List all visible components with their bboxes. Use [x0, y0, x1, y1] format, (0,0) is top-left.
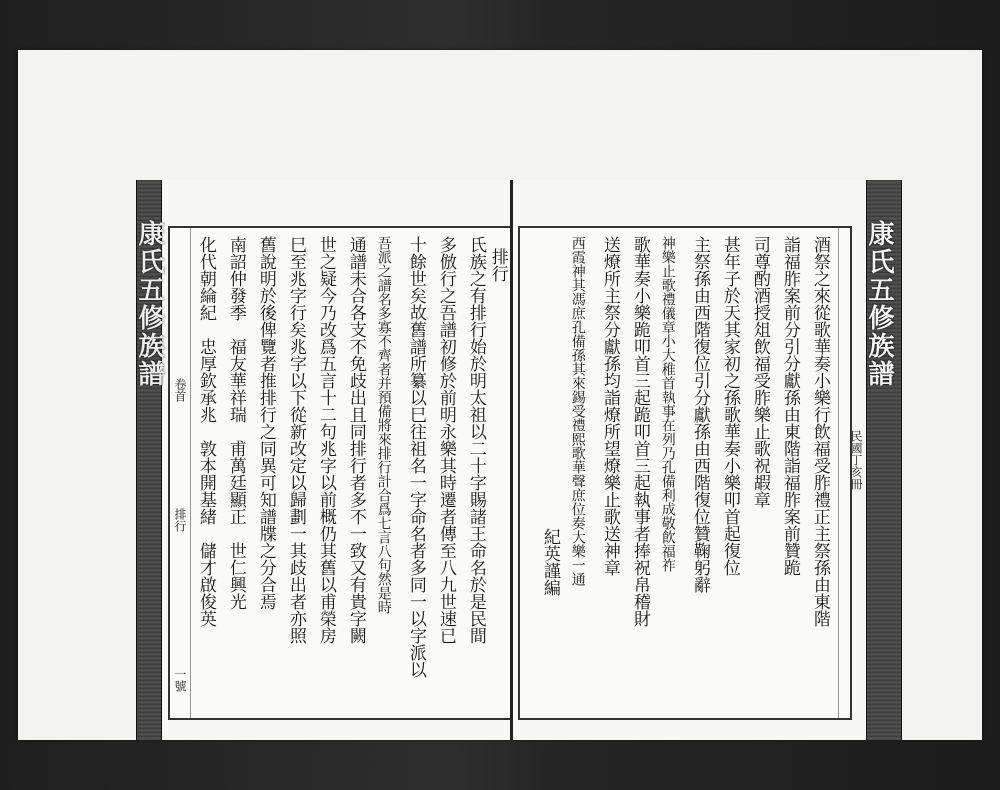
text-column-4: 吾派之譜名多寡不齊者并預備將來排行計合爲七言八句然是時: [375, 236, 392, 614]
book-gutter: [510, 180, 513, 740]
section-heading: 排行: [487, 248, 508, 282]
edition-note: 民國丁亥冊: [849, 430, 863, 490]
left-block-title: 康氏五修族譜: [134, 220, 164, 388]
text-column-2: 多倣行之吾譜初修於前明永樂其時遷者傳至八九世速已: [435, 236, 456, 644]
text-column-6: 世之疑今乃改爲五言十二句兆字以前概仍其舊以甫榮房: [315, 236, 336, 644]
left-page: [168, 226, 512, 720]
ritual-column-3: 司尊酌酒授俎飲福受胙樂止歌祝嘏章: [749, 236, 770, 508]
ritual-column-7: 歌華奏小樂跪叩首三起跪叩首三起執事者捧祝帛稽財: [629, 236, 650, 627]
ritual-column-4: 甚年子於天其家初之孫歌華奏小樂叩首起復位: [719, 236, 740, 576]
margin-rule: [190, 228, 191, 718]
text-column-1: 氏族之有排行始於明太祖以二十字賜諸王命名於是民間: [465, 236, 486, 644]
text-column-9: 南詔仲發季 福友華祥瑞 甫萬廷顯正 世仁興光: [225, 236, 246, 627]
ritual-column-5: 主祭孫由西階復位引分獻孫由西階復位贊鞠躬辭: [689, 236, 710, 593]
open-book: [136, 180, 900, 740]
page-number: 一號: [173, 668, 187, 692]
ritual-column-8: 送燎所主祭分獻孫均詣燎所望燎樂止歌送神章: [599, 236, 620, 576]
scanned-sheet: [18, 50, 982, 740]
text-column-5: 通譜未合各支不免歧出且同排行者多不一致又有貴字闕: [345, 236, 366, 644]
right-page: [518, 226, 852, 720]
right-margin-rule: [838, 228, 839, 718]
right-block-title: 康氏五修族譜: [864, 220, 894, 388]
text-column-7: 巳至兆字行矣兆字以下從新改定以歸劃一其歧出者亦照: [285, 236, 306, 644]
ritual-column-9: 西霞神其馮庶孔備孫其來錫受禮熙歌華聲庶位奏大樂一通: [569, 236, 586, 586]
text-column-8: 舊說明於後俾覽者推排行之同異可知譜牒之分合焉: [255, 236, 276, 610]
ritual-column-1: 酒祭之來從歌華奏小樂行飲福受胙禮正主祭孫由東階: [809, 236, 830, 627]
ritual-column-2: 詣福胙案前分引分獻孫由東階詣福胙案前贊跪: [779, 236, 800, 576]
text-column-3: 十餘世矣故舊譜所纂以巳往祖名一字命名者多同一以字派以: [405, 236, 426, 678]
ritual-column-6: 神樂止歌禮儀章小大稚首執事在列乃孔備利成敬飮福祚: [659, 236, 676, 572]
text-column-10: 化代朝綸紀 忠厚欽承兆 敦本開基緒 儲才啟俊英: [195, 236, 216, 627]
section-label: 排行: [173, 508, 187, 532]
signature: 紀英謹編: [539, 528, 560, 596]
volume-label: 卷首: [173, 378, 187, 402]
